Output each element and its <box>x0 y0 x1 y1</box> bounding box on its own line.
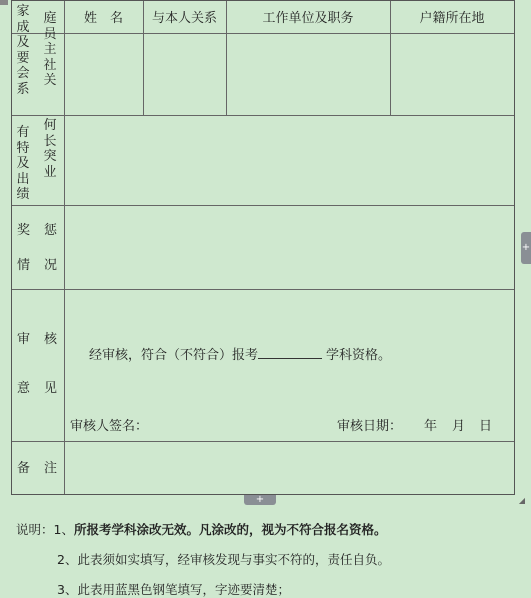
family-registration-cell[interactable] <box>391 34 514 115</box>
specialty-content-cell[interactable] <box>65 116 514 205</box>
review-statement-prefix: 经审核，符合（不符合）报考 <box>89 348 259 363</box>
label-char: 会 <box>16 66 30 81</box>
reward-label-char: 奖 <box>17 223 31 238</box>
label-char: 员 <box>43 26 57 42</box>
subject-blank-field[interactable] <box>258 346 322 359</box>
review-date-label: 审核日期： <box>337 419 403 434</box>
review-statement <box>89 346 391 363</box>
label-char: 业 <box>43 164 57 180</box>
reviewer-signature-label: 审核人签名： <box>70 419 149 434</box>
label-char: 及 <box>16 156 30 171</box>
add-row-handle[interactable]: + <box>244 495 276 505</box>
label-char: 系 <box>16 81 30 97</box>
label-char: 成 <box>16 19 30 35</box>
note-line-1 <box>16 520 386 538</box>
header-name: 姓 名 <box>83 11 123 26</box>
family-employer-cell[interactable] <box>227 34 390 115</box>
note-line-3: 3、此表用蓝黑色钢笔填写，字迹要清楚； <box>57 582 290 597</box>
label-char: 长 <box>43 133 57 149</box>
application-form-table <box>11 0 515 495</box>
specialty-label-left-column <box>16 125 30 203</box>
review-label-char: 见 <box>44 381 58 396</box>
review-date-year: 年 <box>424 419 438 434</box>
label-char: 庭 <box>43 11 57 26</box>
family-relationship-cell[interactable] <box>144 34 226 115</box>
label-char: 家 <box>16 4 30 19</box>
resize-corner-icon[interactable]: ◢ <box>518 496 525 505</box>
label-char: 有 <box>16 125 30 140</box>
review-label-char: 意 <box>17 381 31 396</box>
remarks-label-char: 备 <box>17 461 31 476</box>
header-relationship: 与本人关系 <box>151 11 217 26</box>
header-household-registration: 户籍所在地 <box>419 11 485 26</box>
reward-label-char: 情 <box>17 258 31 273</box>
label-char: 出 <box>16 171 30 187</box>
review-statement-suffix: 学科资格。 <box>326 348 392 363</box>
row-divider <box>12 289 514 290</box>
remarks-content-cell[interactable] <box>65 442 514 494</box>
add-column-handle[interactable]: + <box>521 232 531 264</box>
label-char: 关 <box>43 73 57 88</box>
label-char: 主 <box>43 42 57 57</box>
label-char: 特 <box>16 140 30 156</box>
note-1-text: 所报考学科涂改无效。凡涂改的，视为不符合报名资格。 <box>73 522 387 537</box>
family-name-cell[interactable] <box>65 34 143 115</box>
header-employer-position: 工作单位及职务 <box>262 11 354 26</box>
review-date-month: 月 <box>452 419 466 434</box>
reward-content-cell[interactable] <box>65 206 514 289</box>
remarks-label-char: 注 <box>44 461 58 476</box>
review-label-char: 核 <box>44 332 58 347</box>
review-date-day: 日 <box>479 419 493 434</box>
note-line-2: 2、此表须如实填写，经审核发现与事实不符的，责任自负。 <box>57 552 390 567</box>
review-label-char: 审 <box>17 332 31 347</box>
top-left-handle[interactable] <box>0 0 8 5</box>
specialty-label-right-column <box>43 118 57 180</box>
label-char: 突 <box>43 149 57 164</box>
label-char: 要 <box>16 50 30 66</box>
label-char: 何 <box>43 118 57 133</box>
label-char: 社 <box>43 57 57 73</box>
reward-label-char: 况 <box>44 258 58 273</box>
note-prefix: 说明：1、 <box>16 522 74 537</box>
family-label-left-column <box>16 4 30 97</box>
label-char: 绩 <box>16 187 30 202</box>
label-char: 及 <box>16 35 30 50</box>
family-label-right-column <box>43 11 57 89</box>
reward-label-char: 惩 <box>44 223 58 238</box>
